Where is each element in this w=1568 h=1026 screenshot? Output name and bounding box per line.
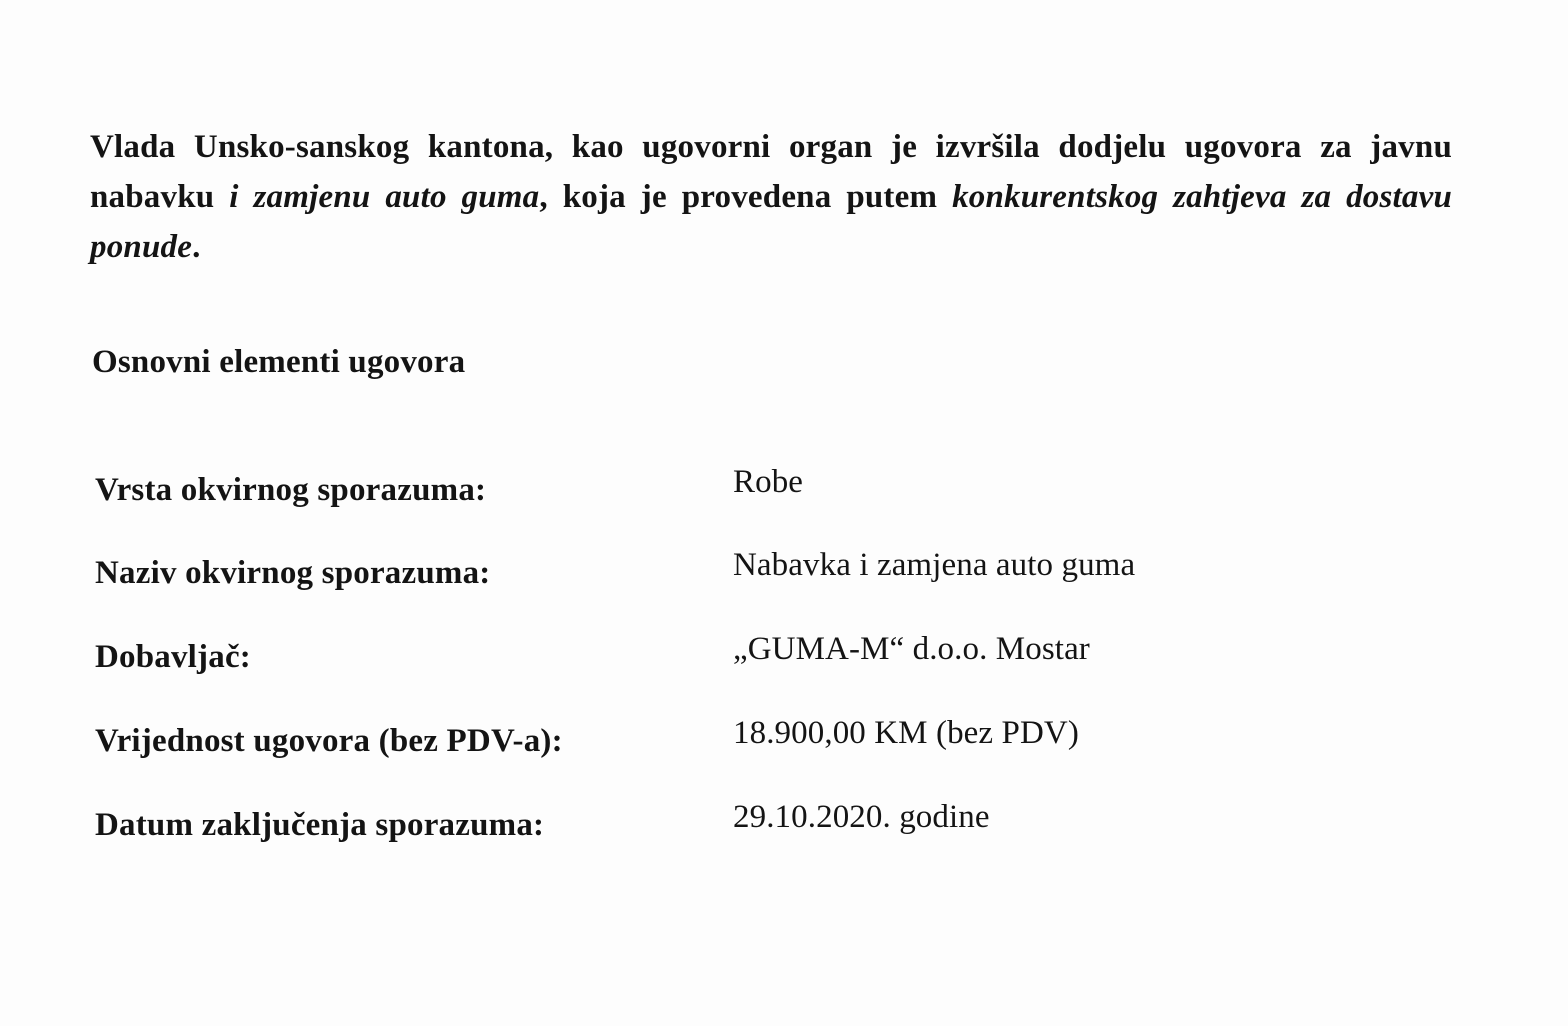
- contract-row-date: [0, 800, 1568, 850]
- intro-text-3: .: [192, 229, 201, 265]
- row-value: Nabavka i zamjena auto guma: [733, 547, 1136, 583]
- section-title: Osnovni elementi ugovora: [92, 344, 466, 380]
- row-label: Vrsta okvirnog sporazuma:: [95, 472, 487, 508]
- row-label: Dobavljač:: [95, 639, 251, 675]
- intro-subject-italic: i zamjenu auto guma: [229, 179, 540, 215]
- row-label: Naziv okvirnog sporazuma:: [95, 555, 491, 591]
- contract-row-supplier: [0, 632, 1568, 682]
- intro-procedure-italic: konkurentskog zahtjeva za dostavu ponude: [90, 179, 1453, 265]
- row-value: Robe: [733, 464, 804, 500]
- contract-row-type: [0, 465, 1568, 515]
- row-value: 18.900,00 KM (bez PDV): [733, 715, 1079, 751]
- row-value: 29.10.2020. godine: [733, 799, 990, 835]
- intro-paragraph: [90, 122, 1452, 272]
- intro-text-2: , koja je provedena putem: [539, 179, 953, 215]
- row-label: Datum zaključenja sporazuma:: [95, 807, 545, 843]
- intro-text-1: Vlada Unsko-sanskog kantona, kao ugovorni organ je izvršila dodjelu ugovora za javnu nabavku: [90, 129, 1452, 215]
- contract-row-name: [0, 548, 1568, 598]
- row-label: Vrijednost ugovora (bez PDV-a):: [95, 723, 563, 759]
- row-value: „GUMA-M“ d.o.o. Mostar: [733, 631, 1090, 667]
- contract-row-value: [0, 716, 1568, 766]
